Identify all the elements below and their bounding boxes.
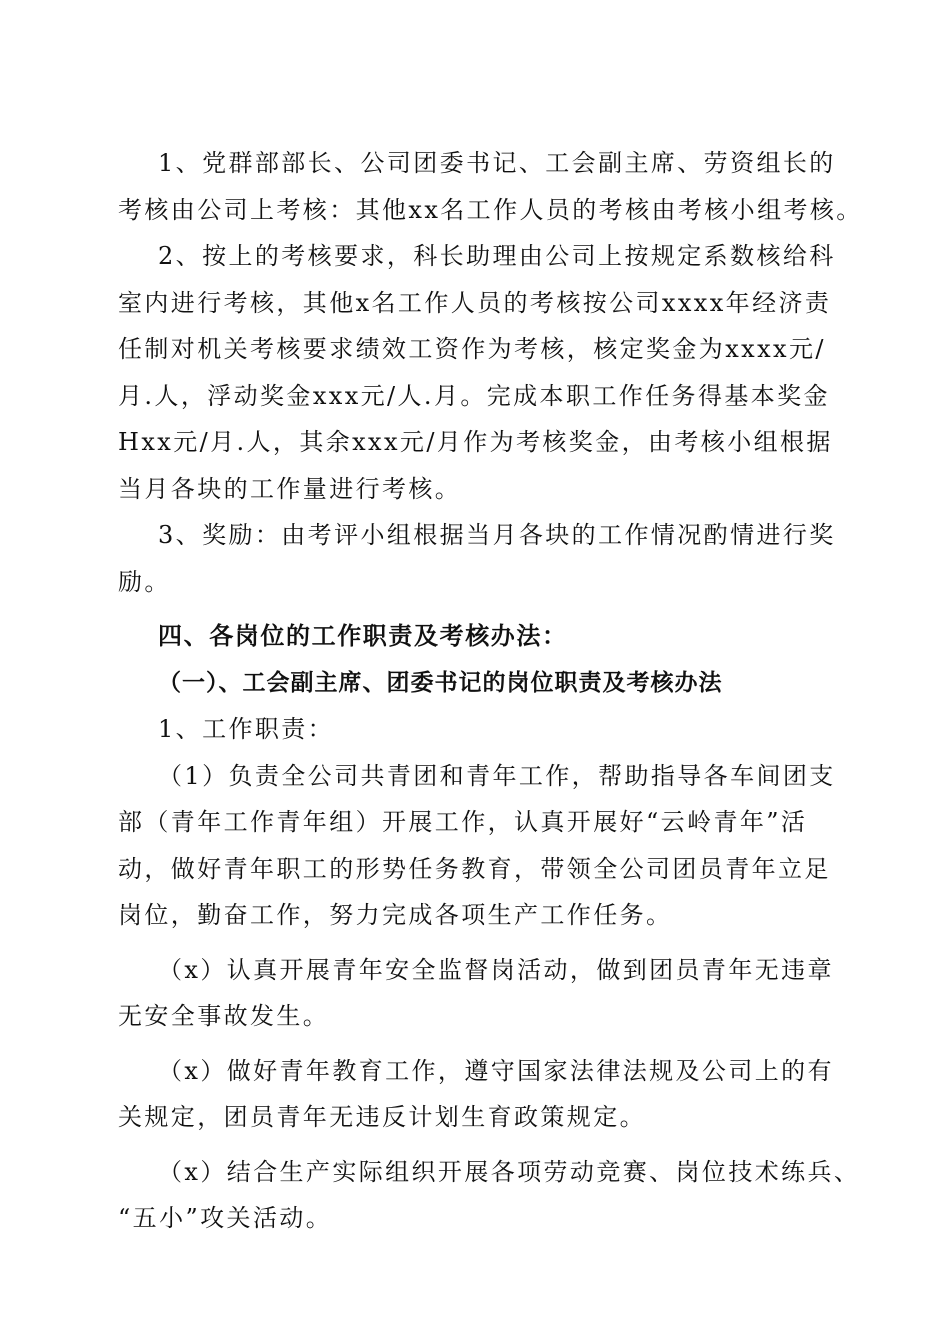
paragraph-line: 动，做好青年职工的形势任务教育，带领全公司团员青年立足 (118, 854, 831, 883)
paragraph-assessment-2 (118, 233, 836, 512)
duty-item-1 (118, 753, 836, 939)
duty-item-3 (118, 1048, 832, 1141)
paragraph-line: 月.人，浮动奖金xxx元/人.月。完成本职工作任务得基本奖金 (118, 381, 830, 410)
subsection-heading: （一）、工会副主席、团委书记的岗位职责及考核办法 (158, 669, 723, 696)
paragraph-line: 任制对机关考核要求绩效工资作为考核，核定奖金为xxxx元/ (118, 335, 826, 363)
duty-item-2 (118, 947, 832, 1040)
paragraph-line: 关规定，团员青年无违反计划生育政策规定。 (118, 1103, 646, 1131)
paragraph-reward (118, 512, 836, 605)
paragraph-line: 1、党群部部长、公司团委书记、工会副主席、劳资组长的 (158, 149, 836, 177)
paragraph-line: （x）做好青年教育工作，遵守国家法律法规及公司上的有 (158, 1056, 834, 1085)
paragraph-line: Hxx元/月.人，其余xxx元/月作为考核奖金，由考核小组根据 (118, 428, 833, 456)
duties-title: 1、工作职责： (158, 715, 335, 743)
paragraph-assessment-1 (118, 140, 863, 233)
paragraph-line: 当月各块的工作量进行考核。 (118, 474, 462, 503)
paragraph-line: 岗位，勤奋工作，努力完成各项生产工作任务。 (118, 901, 673, 929)
duty-item-4 (118, 1149, 861, 1242)
paragraph-line: （1）负责全公司共青团和青年工作，帮助指导各车间团支 (158, 761, 836, 790)
paragraph-line: “五小”攻关活动。 (118, 1204, 333, 1232)
paragraph-line: 励。 (118, 567, 171, 596)
paragraph-line: （x）结合生产实际组织开展各项劳动竞赛、岗位技术练兵、 (158, 1157, 861, 1186)
document-body (118, 140, 863, 1242)
paragraph-line: 2、按上的考核要求，科长助理由公司上按规定系数核给科 (158, 242, 836, 270)
paragraph-line: （x）认真开展青年安全监督岗活动，做到团员青年无违章 (158, 955, 834, 984)
paragraph-line: 3、奖励：由考评小组根据当月各块的工作情况酌情进行奖 (158, 521, 836, 549)
paragraph-line: 考核由公司上考核：其他xx名工作人员的考核由考核小组考核。 (118, 195, 863, 224)
paragraph-line: 室内进行考核，其他x名工作人员的考核按公司xxxx年经济责 (118, 288, 832, 317)
paragraph-line: 无安全事故发生。 (118, 1002, 330, 1030)
section-heading: 四、各岗位的工作职责及考核办法： (158, 622, 568, 650)
paragraph-line: 部（青年工作青年组）开展工作，认真开展好“云岭青年”活 (118, 808, 808, 836)
